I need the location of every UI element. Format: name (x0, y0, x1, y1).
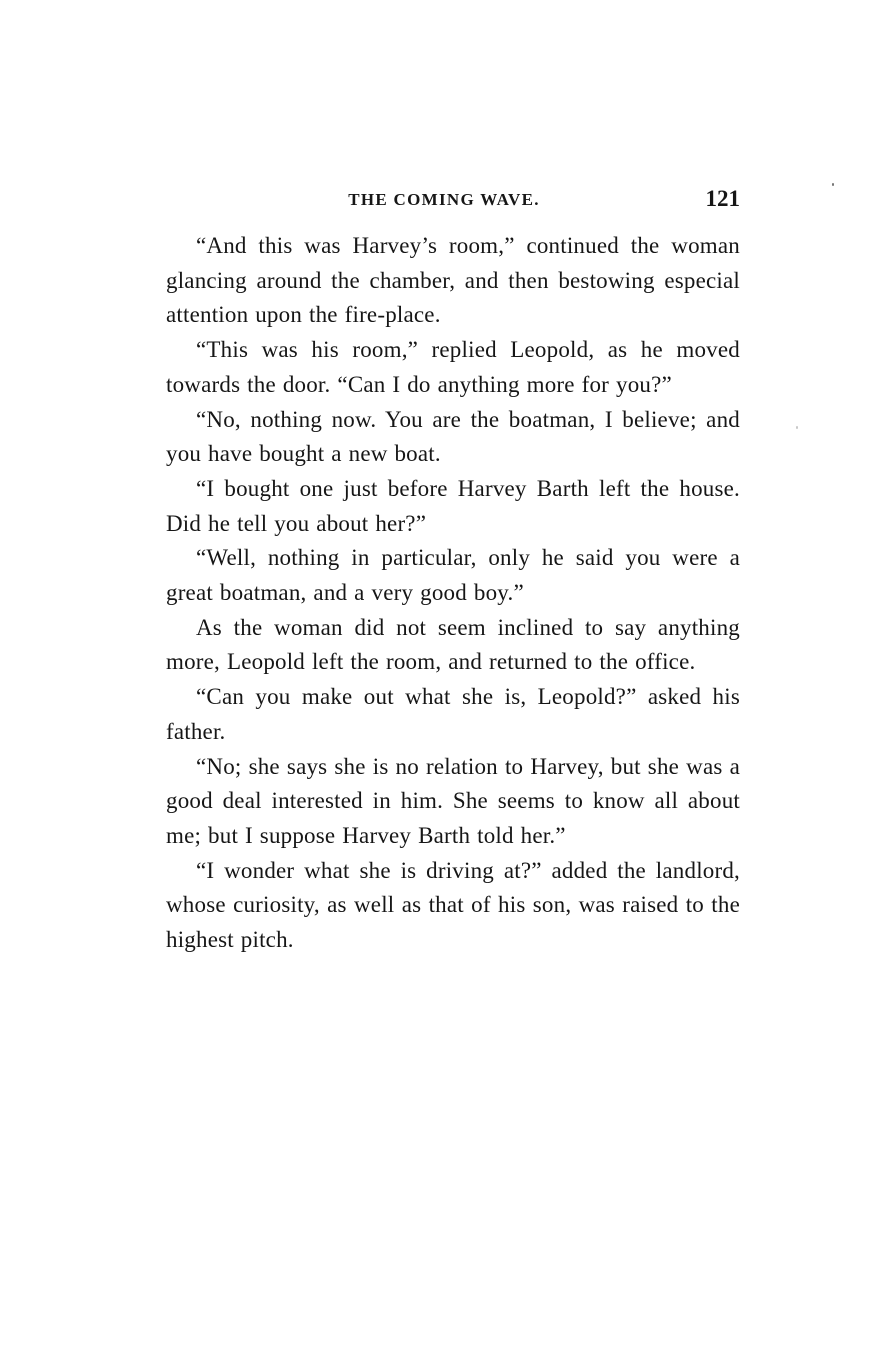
paragraph: “This was his room,” replied Leopold, as he moved towards the door. “Can I do anything more for you?” (166, 337, 740, 397)
paragraph: As the woman did not seem inclined to say anything more, Leopold left the room, and returned to the office. (166, 614, 740, 675)
scan-speck (796, 426, 798, 429)
paragraph: “Well, nothing in particular, only he said you were a great boatman, and a very good boy.” (166, 545, 740, 606)
scan-speck (832, 183, 834, 186)
paragraph: “No; she says she is no relation to Harvey, but she was a good deal interested in him. She seems to know all about me; but I suppose Harvey Barth told her.” (166, 753, 740, 848)
paragraph: “Can you make out what she is, Leopold?” asked his father. (166, 684, 740, 744)
running-head (166, 186, 740, 216)
paragraph: “I bought one just before Harvey Barth left the house. Did he tell you about her?” (166, 475, 740, 536)
body-text (166, 229, 740, 958)
paragraph: “And this was Harvey’s room,” continued the woman glancing around the chamber, and then bestowing especial attention upon the fire-place. (166, 233, 740, 328)
page-number: 121 (705, 186, 740, 211)
paragraph: “I wonder what she is driving at?” added the landlord, whose curiosity, as well as that of his son, was raised to the highest pitch. (166, 857, 740, 953)
running-title: THE COMING WAVE. (348, 190, 540, 209)
paragraph: “No, nothing now. You are the boatman, I believe; and you have bought a new boat. (166, 406, 740, 467)
